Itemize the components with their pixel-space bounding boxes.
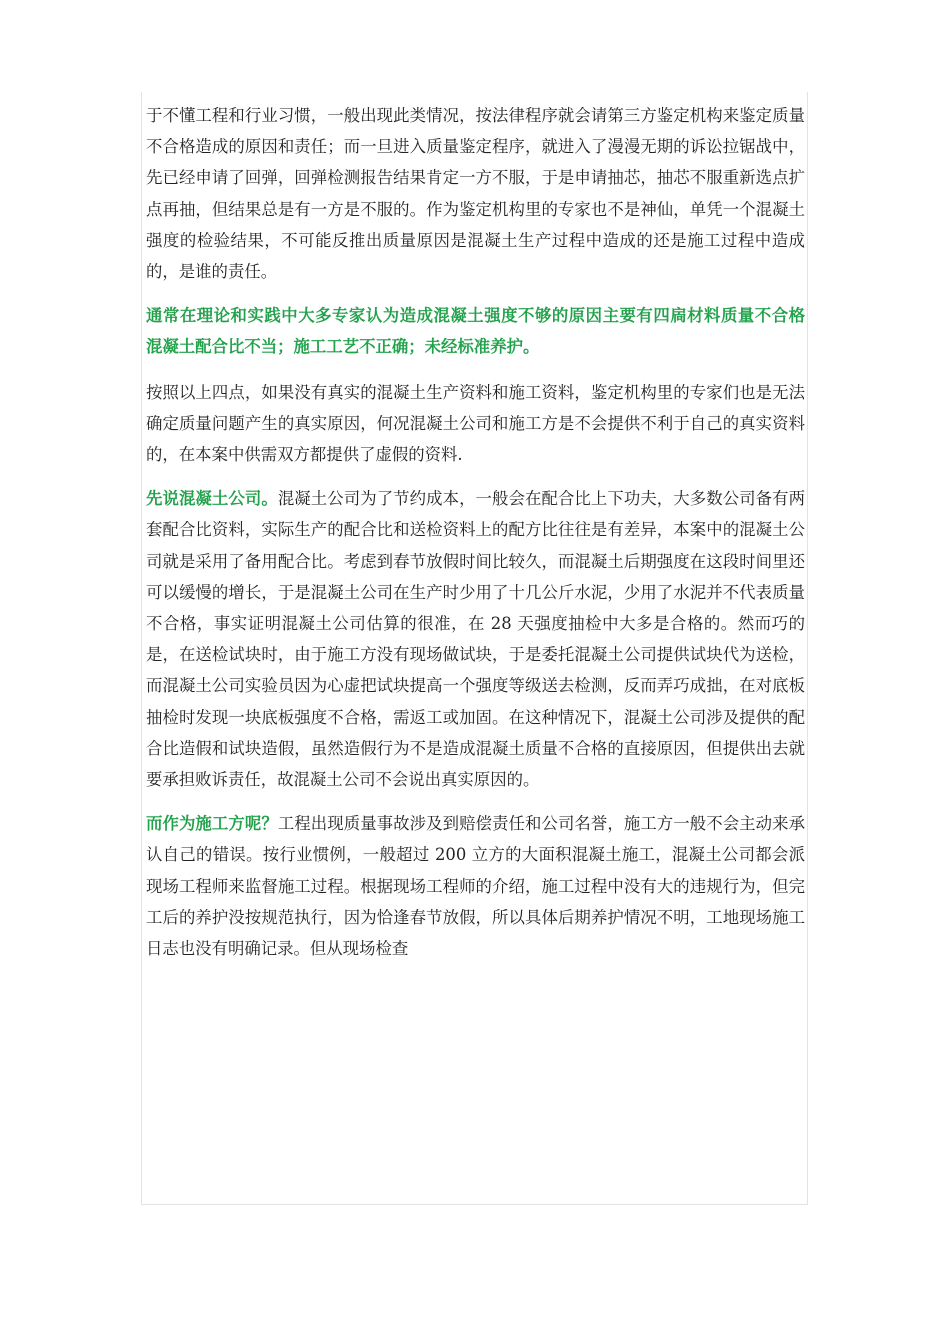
paragraph-four-causes-highlight: 通常在理论和实践中大多专家认为造成混凝土强度不够的原因主要有四扄材料质量不合格 混凝土配合比不当；施工工艺不正确；未经标准养护。 bbox=[146, 306, 805, 357]
document-body bbox=[146, 100, 805, 977]
paragraph-lead-construction-party: 而作为施工方呢？ bbox=[146, 814, 278, 834]
paragraph-dispute-process: 于不懂工程和行业习惯，一般出现此类情况，按法律程序就会请第三方鉴定机构来鉴定质量不合格造成的原因和责任；而一旦进入质量鉴定程序，就进入了漫漫无期的诉讼拉锯战中，先已经申请了回弹，回弹检测报告结果肯定一方不服，于是申请抽芯，抽芯不服重新选点扩点再抽，但结果总是有一方是不服的。作为鉴定机构里的专家也不是神仙，单凭一个混凝土强度的检验结果，不可能反推出质量原因是混凝土生产过程中造成的还是施工过程中造成的，是谁的责任。 bbox=[146, 106, 805, 282]
paragraph-body-construction-party: 工程出现质量事故涉及到赔偿责任和公司名誉，施工方一般不会主动来承认自己的错误。按行业惯例，一般超过 200 立方的大面积混凝土施工，混凝土公司都会派现场工程师来监督施工过程。根据现场工程师的介绍，施工过程中没有大的违规行为，但完工后的养护没按规范执行，因为恰逢春节放假，所以具体后期养护情况不明，工地现场施工日志也没有明确记录。但从现场检查 bbox=[146, 814, 806, 959]
paragraph-concrete-company bbox=[146, 483, 805, 795]
paragraph-body-concrete-company: 混凝土公司为了节约成本，一般会在配合比上下功夫，大多数公司备有两套配合比资料，实际生产的配合比和送检资料上的配方比往往是有差异，本案中的混凝土公司就是采用了备用配合比。考虑到春节放假时间比较久，而混凝土后期强度在这段时间里还可以缓慢的增长，于是混凝土公司在生产时少用了十几公斤水泥，少用了水泥并不代表质量不合格，事实证明混凝土公司估算的很准，在 28 天强度抽检中大多是合格的。然而巧的是，在送检试块时，由于施工方没有现场做试块，于是委托混凝土公司提供试块代为送检，而混凝土公司实验员因为心虚把试块提高一个强度等级送去检测，反而弄巧成拙，在对底板抽检时发现一块底板强度不合格，需返工或加固。在这种情况下，混凝土公司涉及提供的配合比造假和试块造假，虽然造假行为不是造成混凝土质量不合格的直接原因，但提供出去就要承担败诉责任，故混凝土公司不会说出真实原因的。 bbox=[146, 489, 806, 790]
paragraph-construction-party bbox=[146, 808, 805, 964]
paragraph-expert-limitations: 按照以上四点，如果没有真实的混凝土生产资料和施工资料，鉴定机构里的专家们也是无法确定质量问题产生的真实原因，何况混凝土公司和施工方是不会提供不利于自己的真实资料的，在本案中供需双方都提供了虚假的资料. bbox=[146, 382, 805, 465]
paragraph-lead-concrete-company: 先说混凝土公司。 bbox=[146, 489, 278, 509]
document-page bbox=[141, 92, 808, 1205]
